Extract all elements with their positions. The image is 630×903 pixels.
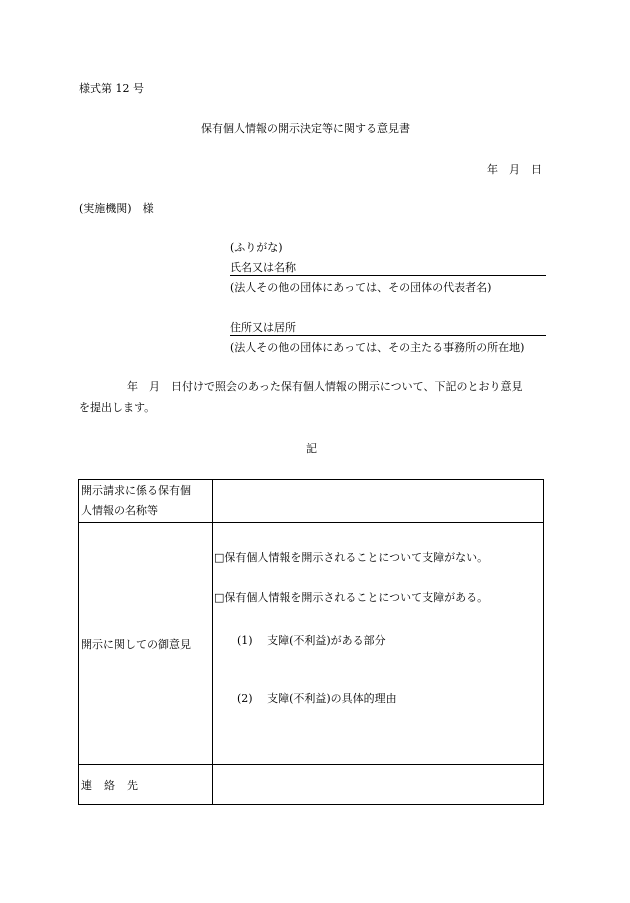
opinion-cell [213, 523, 544, 765]
document-title: 保有個人情報の開示決定等に関する意見書 [201, 122, 410, 135]
item-name-value[interactable] [213, 480, 544, 523]
opinion-table [78, 479, 544, 805]
contact-value[interactable] [213, 765, 544, 805]
addressee: (実施機関) 様 [79, 202, 154, 215]
opinion-label: 開示に関しての御意見 [79, 523, 213, 765]
furigana-label: (ふりがな) [230, 241, 283, 254]
name-label: 氏名又は名称 [230, 261, 296, 274]
address-note: (法人その他の団体にあっては、その主たる事務所の所在地) [230, 341, 525, 354]
table-row-contact [79, 765, 544, 805]
form-number: 様式第 12 号 [79, 82, 144, 95]
ki-heading: 記 [306, 442, 317, 455]
contact-label: 連絡先 [79, 765, 213, 805]
address-label: 住所又は居所 [230, 321, 296, 334]
sub-item-specific-reason: (2) 支障(不利益)の具体的理由 [237, 691, 397, 705]
table-row-item-name [79, 480, 544, 523]
sub-item-affected-part: (1) 支障(不利益)がある部分 [237, 633, 386, 647]
item-name-label: 開示請求に係る保有個 人情報の名称等 [79, 480, 213, 523]
date-line: 年 月 日 [487, 163, 542, 176]
name-underline [230, 275, 546, 276]
address-underline [230, 335, 546, 336]
option-no-obstacle[interactable]: □保有個人情報を開示されることについて支障がない。 [214, 550, 489, 564]
table-row-opinion [79, 523, 544, 765]
name-note: (法人その他の団体にあっては、その団体の代表者名) [230, 281, 492, 294]
body-line-2: を提出します。 [79, 401, 156, 414]
option-obstacle[interactable]: □保有個人情報を開示されることについて支障がある。 [214, 590, 489, 604]
body-line-1: 年 月 日付けで照会のあった保有個人情報の開示について、下記のとおり意見 [127, 380, 523, 393]
